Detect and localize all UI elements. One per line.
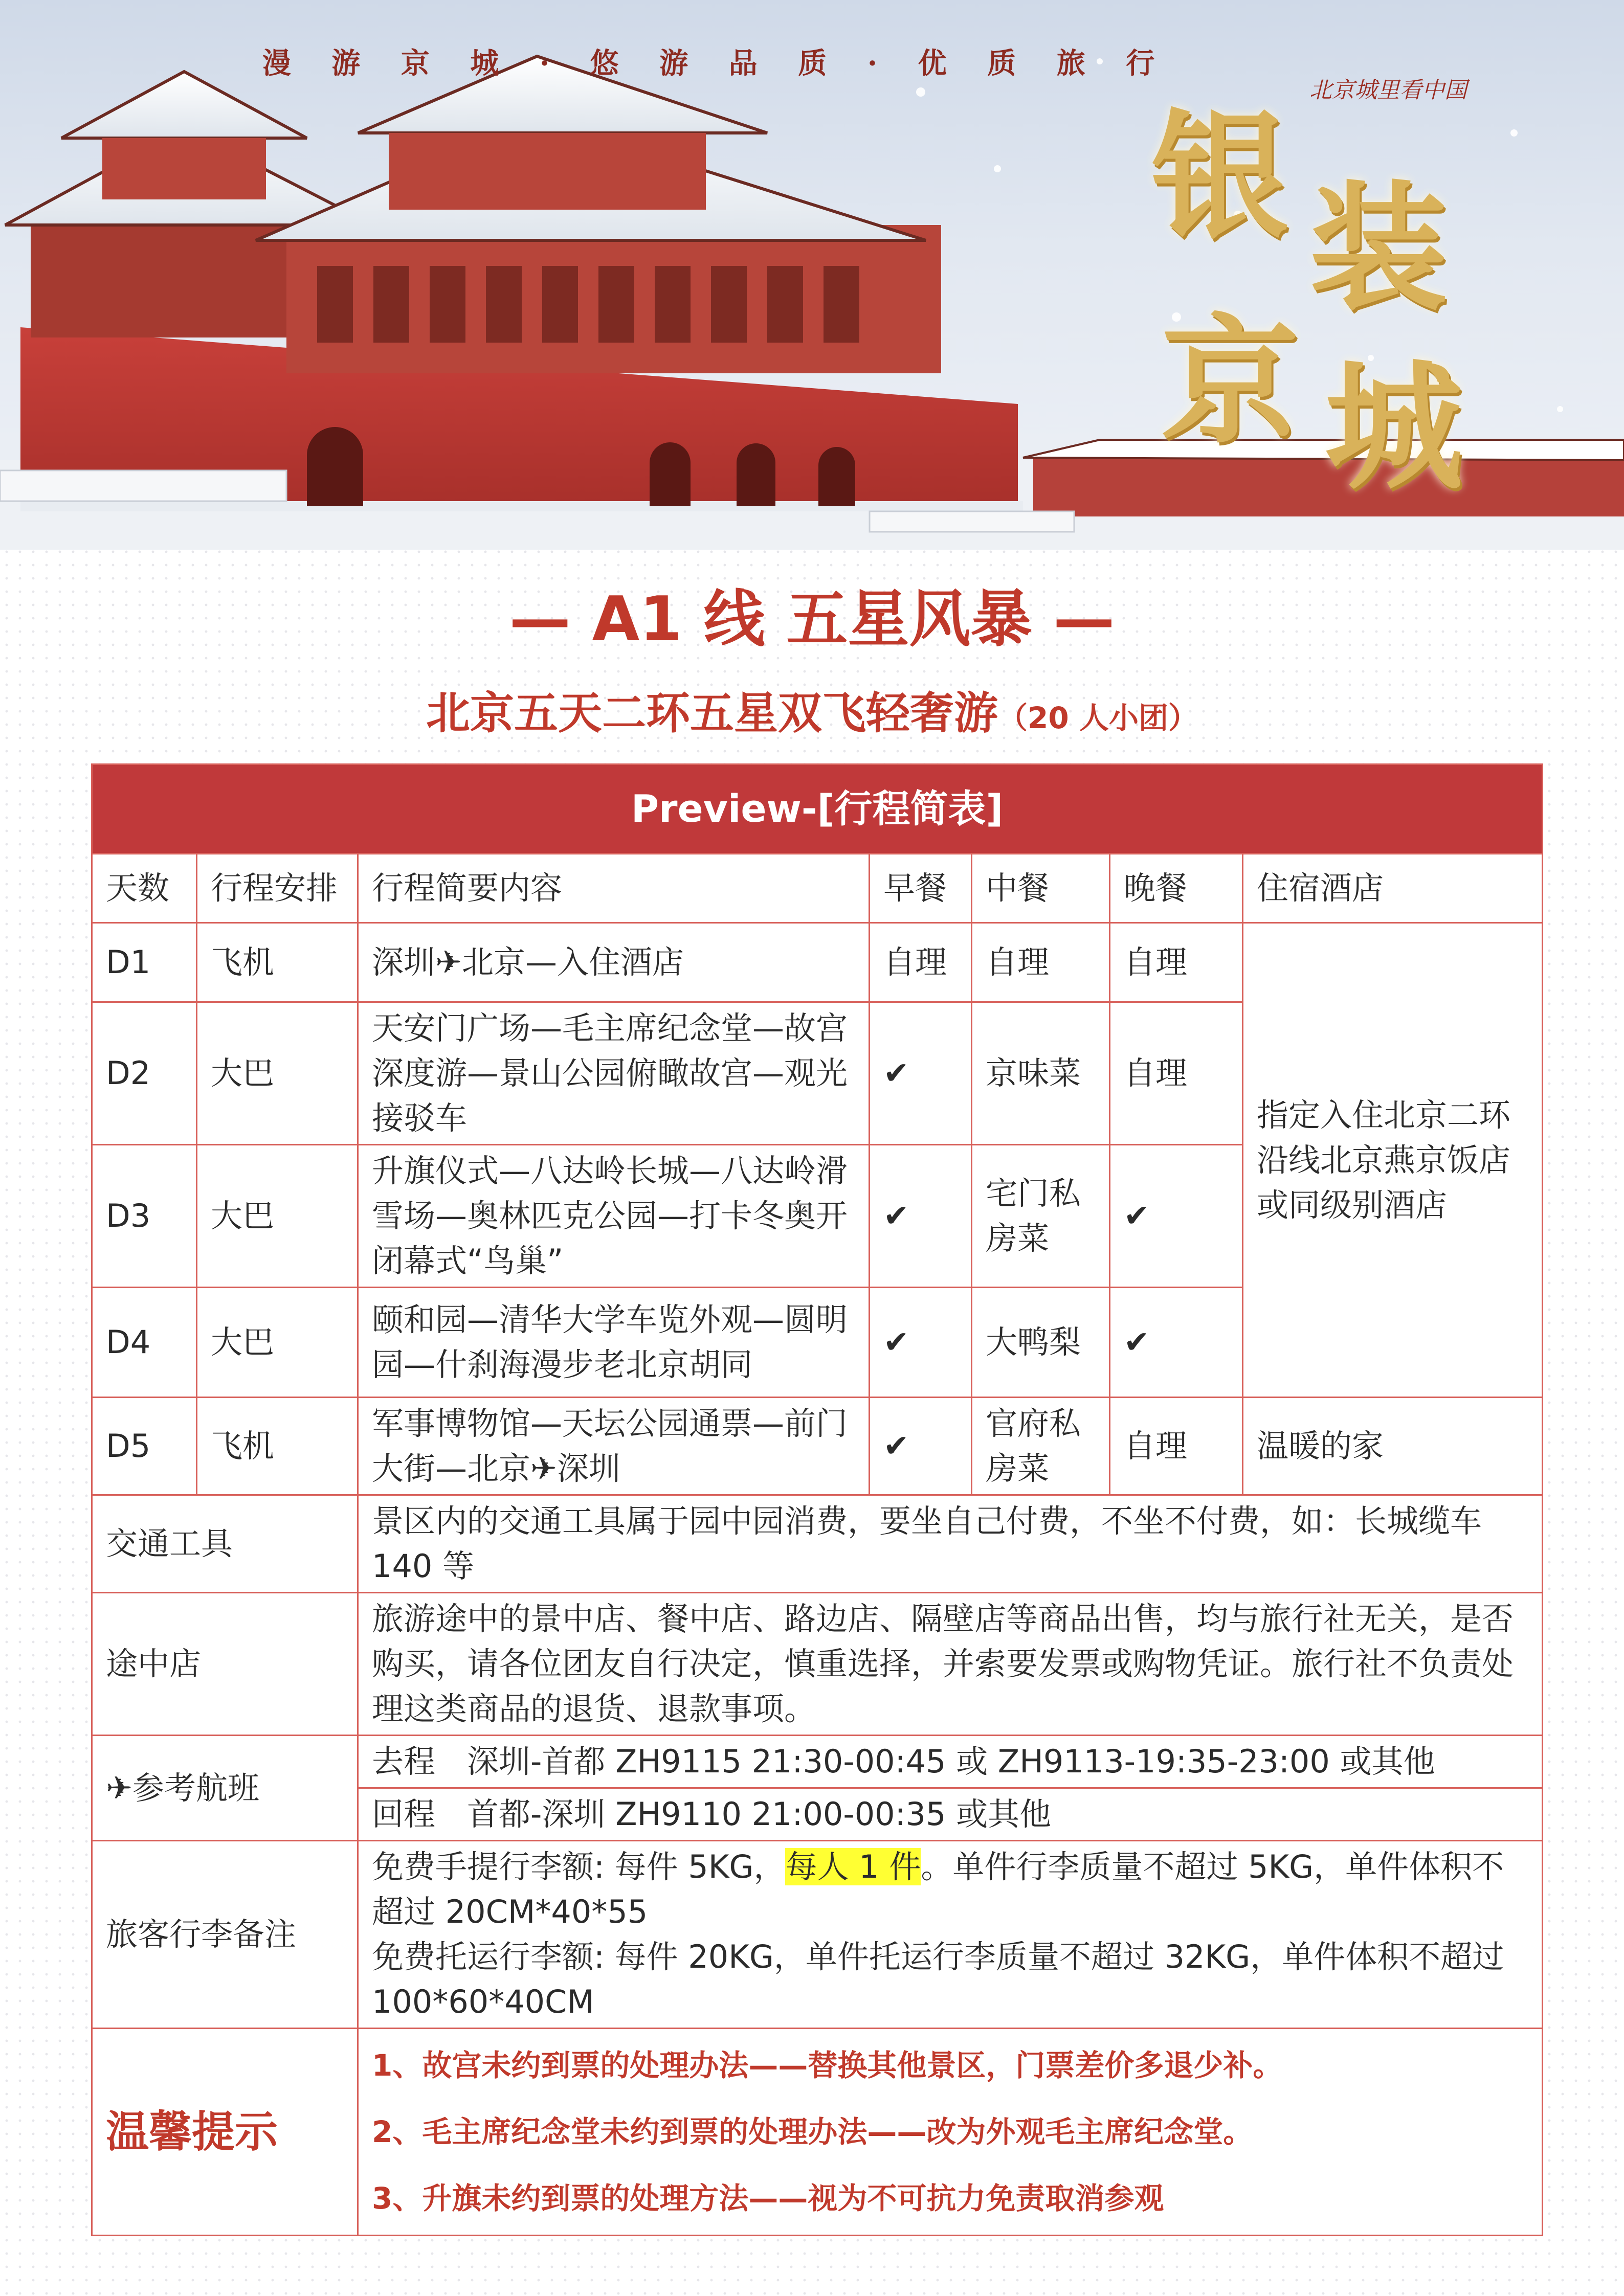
day-cell: D2 (92, 1002, 197, 1145)
tips-list (358, 2029, 1543, 2236)
lunch-cell: 宅门私房菜 (972, 1145, 1110, 1288)
content-cell: 深圳✈北京—入住酒店 (358, 923, 870, 1002)
banner-slogan: 漫 游 京 城 · 悠 游 品 质 · 优 质 旅 行 (262, 47, 1170, 80)
banner-char-3: 京 (1161, 300, 1299, 462)
carry-on-highlight: 每人 1 件 (785, 1848, 921, 1885)
column-header-row (92, 854, 1543, 923)
col-dinner: 晚餐 (1110, 854, 1243, 923)
tip-item: 1、故宫未约到票的处理办法——替换其他景区，门票差价多退少补。 (372, 2048, 1283, 2083)
day-cell: D5 (92, 1398, 197, 1495)
col-lunch: 中餐 (972, 854, 1110, 923)
transport-text: 景区内的交通工具属于园中园消费，要坐自己付费，不坐不付费，如：长城缆车 140 等 (358, 1495, 1543, 1593)
luggage-text (358, 1841, 1543, 2029)
day-cell: D1 (92, 923, 197, 1002)
banner-char-1: 银 (1151, 95, 1289, 258)
breakfast-cell: ✔ (870, 1288, 972, 1398)
col-content: 行程简要内容 (358, 854, 870, 923)
itinerary-table (91, 763, 1543, 2236)
checked-luggage-text: 免费托运行李额: 每件 20KG，单件托运行李质量不超过 32KG，单件体积不超过 100*60*40CM (372, 1938, 1504, 2020)
lunch-cell: 官府私房菜 (972, 1398, 1110, 1495)
banner-char-4: 城 (1325, 346, 1463, 508)
content-cell: 军事博物馆—天坛公园通票—前门大街—北京✈深圳 (358, 1398, 870, 1495)
page-title: — A1 线 五星风暴 — (509, 584, 1115, 655)
tip-item: 3、升旗未约到票的处理方法——视为不可抗力免责取消参观 (372, 2181, 1164, 2216)
carry-on-text: 免费手提行李额: 每件 5KG， (372, 1848, 786, 1885)
transport-cell: 大巴 (197, 1288, 358, 1398)
tips-row (92, 2029, 1543, 2236)
breakfast-cell: ✔ (870, 1145, 972, 1288)
transport-info-row (92, 1495, 1543, 1593)
tips-label: 温馨提示 (92, 2029, 358, 2236)
shopping-text: 旅游途中的景中店、餐中店、路边店、隔壁店等商品出售，均与旅行社无关，是否购买，请各位团友自行决定，慎重选择，并索要发票或购物凭证。旅行社不负责处理这类商品的退货、退款事项。 (358, 1593, 1543, 1736)
luggage-row (92, 1841, 1543, 2029)
lunch-cell: 京味菜 (972, 1002, 1110, 1145)
content-cell: 天安门广场—毛主席纪念堂—故宫深度游—景山公园俯瞰故宫—观光接驳车 (358, 1002, 870, 1145)
subtitle-main: 北京五天二环五星双飞轻奢游 (426, 688, 998, 739)
day-cell: D3 (92, 1145, 197, 1288)
banner-photo (0, 0, 1624, 550)
dinner-cell: 自理 (1110, 1398, 1243, 1495)
carry-on-suffix: 。单件行李质量不超过 5KG，单件体积不超过 20CM*40*55 (372, 1848, 1504, 1930)
dinner-cell: 自理 (1110, 923, 1243, 1002)
table-header-row (92, 764, 1543, 854)
dinner-cell: ✔ (1110, 1145, 1243, 1288)
breakfast-cell: ✔ (870, 1002, 972, 1145)
page-subtitle (0, 678, 1624, 741)
luggage-label: 旅客行李备注 (92, 1841, 358, 2029)
flight-row-outbound (92, 1736, 1543, 1788)
transport-cell: 飞机 (197, 923, 358, 1002)
banner-char-2: 装 (1309, 167, 1448, 329)
banner-subtitle: 北京城里看中国 (1309, 77, 1467, 103)
content-cell: 升旗仪式—八达岭长城—八达岭滑雪场—奥林匹克公园—打卡冬奥开闭幕式“鸟巢” (358, 1145, 870, 1288)
flight-label: ✈参考航班 (92, 1736, 358, 1841)
shopping-info-row (92, 1593, 1543, 1736)
lunch-cell: 大鸭梨 (972, 1288, 1110, 1398)
col-hotel: 住宿酒店 (1243, 854, 1543, 923)
col-day: 天数 (92, 854, 197, 923)
transport-cell: 飞机 (197, 1398, 358, 1495)
col-breakfast: 早餐 (870, 854, 972, 923)
flight-outbound: 去程 深圳-首都 ZH9115 21:30-00:45 或 ZH9113-19:35-23:00 或其他 (358, 1736, 1543, 1788)
breakfast-cell: ✔ (870, 1398, 972, 1495)
transport-cell: 大巴 (197, 1145, 358, 1288)
transport-cell: 大巴 (197, 1002, 358, 1145)
dinner-cell: 自理 (1110, 1002, 1243, 1145)
lunch-cell: 自理 (972, 923, 1110, 1002)
subtitle-group-size: （20 人小团） (998, 701, 1198, 735)
day-cell: D4 (92, 1288, 197, 1398)
hotel-cell: 指定入住北京二环沿线北京燕京饭店或同级别酒店 (1243, 923, 1543, 1398)
hotel-cell-d5: 温暖的家 (1243, 1398, 1543, 1495)
dinner-cell: ✔ (1110, 1288, 1243, 1398)
breakfast-cell: 自理 (870, 923, 972, 1002)
flight-return: 回程 首都-深圳 ZH9110 21:00-00:35 或其他 (358, 1788, 1543, 1841)
table-row (92, 923, 1543, 1002)
content-cell: 颐和园—清华大学车览外观—圆明园—什刹海漫步老北京胡同 (358, 1288, 870, 1398)
table-title: Preview-[行程简表] (92, 764, 1543, 854)
table-row (92, 1398, 1543, 1495)
shopping-label: 途中店 (92, 1593, 358, 1736)
tip-item: 2、毛主席纪念堂未约到票的处理办法——改为外观毛主席纪念堂。 (372, 2114, 1253, 2149)
col-transport: 行程安排 (197, 854, 358, 923)
transport-label: 交通工具 (92, 1495, 358, 1593)
